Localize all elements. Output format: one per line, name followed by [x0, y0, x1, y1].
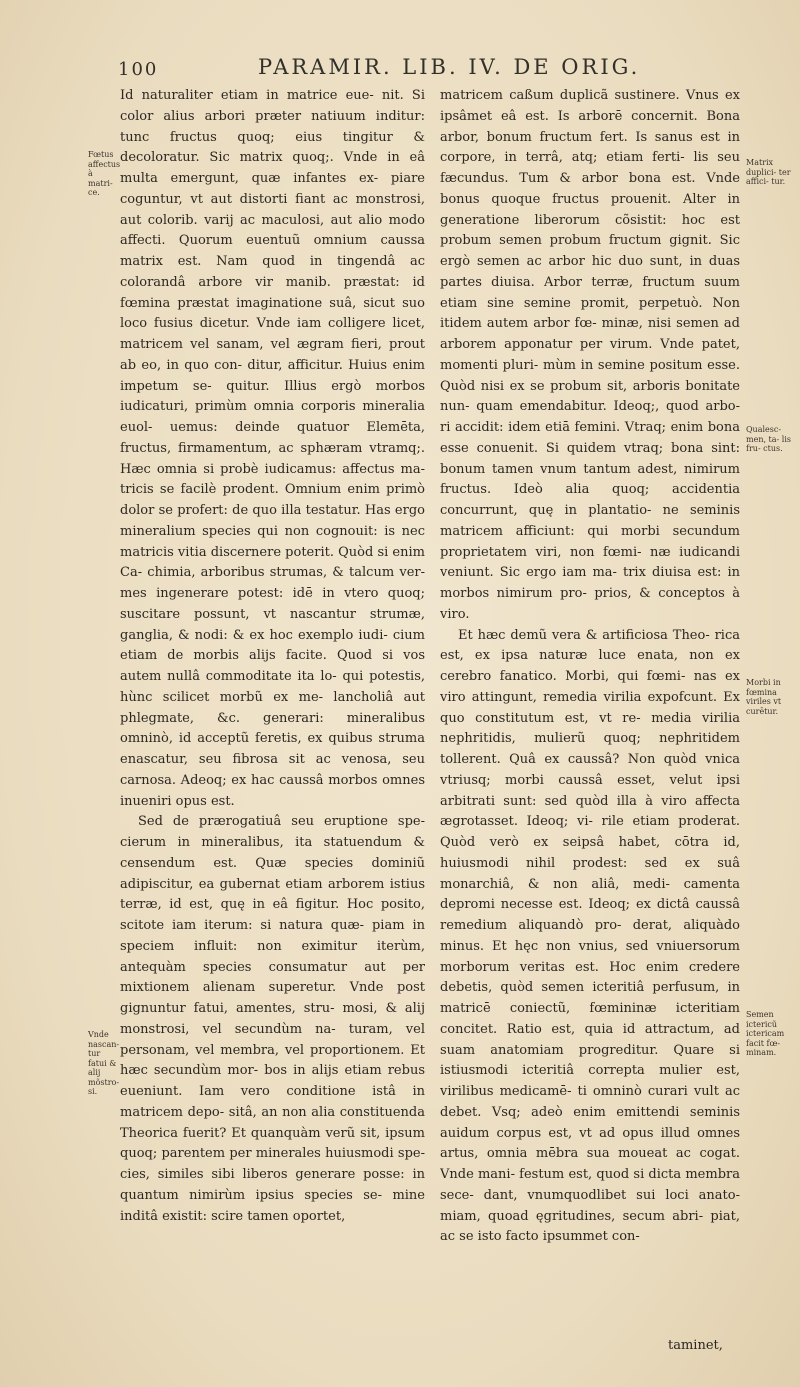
left-paragraph: Sed de prærogatiuâ seu eruptione spe- cierum in mineralibus, ita statuendum & censendum est. Quæ species dominiũ adipiscitur, ea gubernat etiam arborem istius terræ, id est, quę in eâ figitur. Hoc posito, scitote iam iterum: si natura quæ- piam in speciem influit: non eximitur iterùm, antequàm species consumatur aut per mixtionem alienam superetur. Vnde post gignuntur fatui, amentes, stru- mosi, & alij monstrosi, vel secundùm na- turam, vel personam, vel membra, vel proportionem. Et hæc secundùm mor- bos in alijs etiam rebus eueniunt. Iam vero conditione istâ in matricem depo- sitâ, an non alia constituenda Theorica fuerit? Et quanquàm verũ sit, ipsum quoq; parentem per minerales huiusmodi spe- cies, similes sibi liberos generare posse: in quantum nimirùm ipsius species se- mine inditâ existit: scire tamen oportet, — [120, 814, 425, 1224]
left-paragraph: Id naturaliter etiam in matrice eue- nit. Si color alius arbori præter natiuum inditur: tunc fructus quoq; eius tingitur & decoloratur. Sic matrix quoq;. Vnde in eâ multa emergunt, quæ infantes ex- piare coguntur, vt aut distorti fiant ac monstrosi, aut colorib. varij ac maculosi, aut alio modo affecti. Quorum euentuũ omnium caussa matrix est. Nam quod in tingendâ ac colorandâ arbore vir manib. præstat: id fœmina præstat imaginatione suâ, sicut suo loco fusius dicetur. Vnde iam colligere licet, matricem vel sanam, vel ægram fieri, prout ab eo, in quo con- ditur, afficitur. Huius enim impetum se- quitur. Illius ergò morbos iudicaturi, primùm omnia corporis mineralia euol- uemus: deinde quatuor Elemēta, fructus, firmamentum, ac sphæram vtramq;. Hæc omnia si probè iudicamus: affectus ma- tricis se facilè prodent. Omnium enim primò dolor se profert: de quo illa testatur. Has ergo mineralium species qui non cognouit: is nec matricis vitia discernere poterit. Quòd si enim Ca- chimia, arboribus strumas, & talcum ver- mes ingenerare potest: idē in vtero quoq; suscitare possunt, vt nascantur strumæ, ganglia, & nodi: & ex hoc exemplo iudi- cium etiam de morbis alijs facite. Quod si vos autem nullâ commoditate ita lo- qui potestis, hùnc scilicet morbũ ex me- lancholiâ aut phlegmate, &c. generari: mineralibus omninò, id acceptũ feretis, ex quibus struma enascatur, seu fibrosa sit ac venosa, seu carnosa. Adeoq; ex hac caussâ morbos omnes inueniri opus est. — [120, 88, 425, 809]
margin-note-left: Vnde nascan- tur fatui & alij mõstro- si. — [88, 1030, 120, 1096]
right-paragraph: matricem caßum duplicã sustinere. Vnus ex ipsâmet eâ est. Is arborē concernit. Bona arbor, bonum fructum fert. Is sanus est in corpore, in terrâ, atq; etiam ferti- lis seu fæcundus. Tum & arbor bona est. Vnde bonus quoque fructus prouenit. Alter in generatione liberorum cõsistit: hoc est probum semen probum fructum gignit. Sic ergò semen ac arbor hic duo sunt, in duas partes diuisa. Arbor terræ, fructum suum etiam sine semine promit, perpetuò. Non itidem autem arbor fœ- minæ, nisi semen ad arborem apponatur per virum. Vnde patet, momenti pluri- mùm in semine positum esse. Quòd nisi ex se probum sit, arboris bonitate nun- quam emendabitur. Ideoq;, quod arbo- ri accidit: idem etiā femini. Vtraq; enim bona esse conuenit. Si quidem vtraq; bona sint: bonum tamen vnum tantum adest, nimirum fructus. Ideò alia quoq; accidentia concurrunt, quę in plantatio- ne seminis matricem afficiunt: qui morbi secundum proprietatem viri, non fœmi- næ iudicandi veniunt. Sic ergo iam ma- trix diuisa est: in morbos nimirum pro- prios, & conceptos à viro. — [440, 88, 740, 622]
right-paragraph: Et hæc demũ vera & artificiosa Theo- rica est, ex ipsa naturæ luce enata, non ex cerebro fanatico. Morbi, qui fœmi- nas ex viro attingunt, remedia virilia expofcunt. Ex quo constitutum est, vt re- media virilia nephritidis, mulierũ quoq; nephritidem tollerent. Quâ ex caussâ? Non quòd vnica vtriusq; morbi caussâ esset, velut ipsi arbitrati sunt: sed quòd illa à viro affecta ægrotasset. Ideoq; vi- rile etiam proderat. Quòd verò ex seipsâ habet, cōtra id, huiusmodi nihil prodest: sed ex suâ monarchiâ, & non aliâ, medi- camenta depromi necesse est. Ideoq; ex dictâ caussâ remedium aliquandò pro- derat, aliquàdo minus. Et hęc non vnius, sed vniuersorum morborum veritas est. Hoc enim credere debetis, quòd semen icteritiâ perfusum, in matricē coniectũ, fœmininæ icteritiam concitet. Ratio est, quia id attractum, ad suam anatomiam progreditur. Quare si istiusmodi icteritiâ correpta mulier est, virilibus medicamē- ti omninò curari vult ac debet. Vsq; adeò enim emittendi seminis auidum corpus est, vt ad opus illud omnes artus, omnia mēbra sua moueat ac cogat. Vnde mani- festum est, quod si dicta membra sece- dant, vnumquodlibet sui loci anato- miam, quoad ęgritudines, secum abri- piat, ac se isto facto ipsummet con- — [440, 627, 740, 1245]
page-number: 100 — [118, 59, 159, 80]
margin-note-right: Semen ictericũ ictericam facit fœ- minam. — [746, 1010, 785, 1057]
left-text-column — [120, 86, 425, 1356]
catchword: taminet, — [668, 1338, 723, 1353]
margin-note-right: Qualesc- men, ta- lis fru- ctus. — [746, 425, 792, 453]
running-head: PARAMIR. LIB. IV. DE ORIG. — [258, 55, 641, 79]
margin-note-left: Fœtus affectus à matri- ce. — [88, 150, 121, 197]
margin-note-right: Morbi in fœmina viriles vt curētur. — [746, 678, 782, 716]
margin-note-right: Matrix duplici- ter affici- tur. — [746, 158, 791, 186]
right-text-column — [440, 86, 740, 1356]
page-header — [118, 55, 738, 85]
